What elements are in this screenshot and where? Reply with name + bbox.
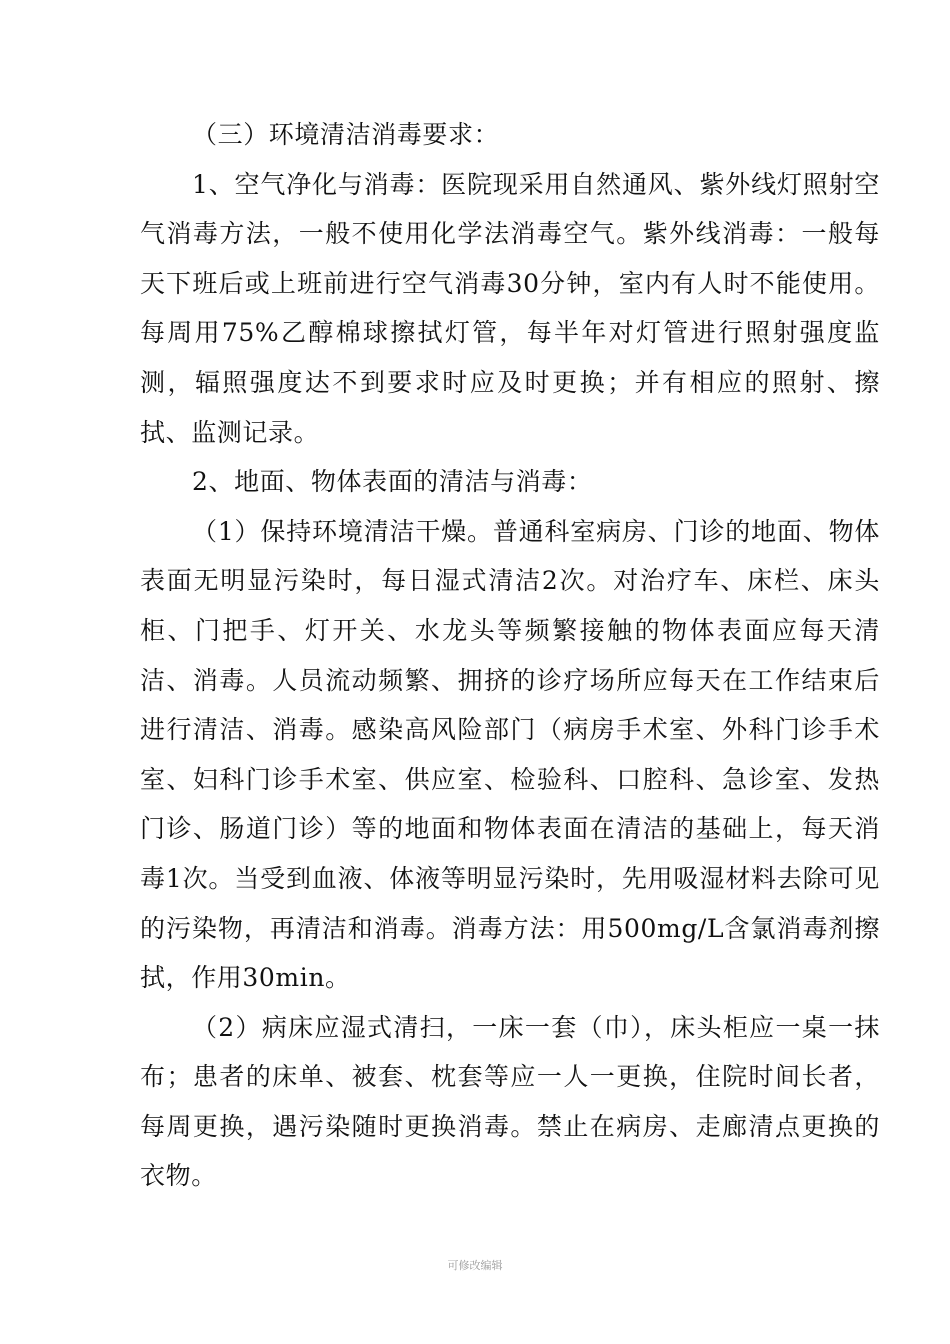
paragraph-air-disinfection: 1、空气净化与消毒：医院现采用自然通风、紫外线灯照射空气消毒方法，一般不使用化学法消毒空气。紫外线消毒：一般每天下班后或上班前进行空气消毒30分钟，室内有人时不能使用。每周用75%乙醇棉球擦拭灯管，每半年对灯管进行照射强度监测，辐照强度达不到要求时应及时更换；并有相应的照射、擦拭、监测记录。	[140, 169, 880, 447]
section-heading: （三）环境清洁消毒要求：	[192, 120, 500, 149]
footer-watermark	[0, 1258, 950, 1273]
paragraph-environment-cleaning: （1）保持环境清洁干燥。普通科室病房、门诊的地面、物体表面无明显污染时，每日湿式清洁2次。对治疗车、床栏、床头柜、门把手、灯开关、水龙头等频繁接触的物体表面应每天清洁、消毒。人员流动频繁、拥挤的诊疗场所应每天在工作结束后进行清洁、消毒。感染高风险部门（病房手术室、外科门诊手术室、妇科门诊手术室、供应室、检验科、口腔科、急诊室、发热门诊、肠道门诊）等的地面和物体表面在清洁的基础上，每天消毒1次。当受到血液、体液等明显污染时，先用吸湿材料去除可见的污染物，再清洁和消毒。消毒方法：用500mg/L含氯消毒剂擦拭，作用30min。	[140, 516, 880, 993]
footer-watermark-text: 可修改编辑	[447, 1259, 503, 1272]
document-body	[140, 110, 880, 1201]
paragraph-bed-cleaning: （2）病床应湿式清扫，一床一套（巾），床头柜应一桌一抹布；患者的床单、被套、枕套等应一人一更换，住院时间长者，每周更换，遇污染随时更换消毒。禁止在病房、走廊清点更换的衣物。	[140, 1012, 880, 1191]
paragraph-surface-cleaning-title: 2、地面、物体表面的清洁与消毒：	[192, 467, 593, 497]
